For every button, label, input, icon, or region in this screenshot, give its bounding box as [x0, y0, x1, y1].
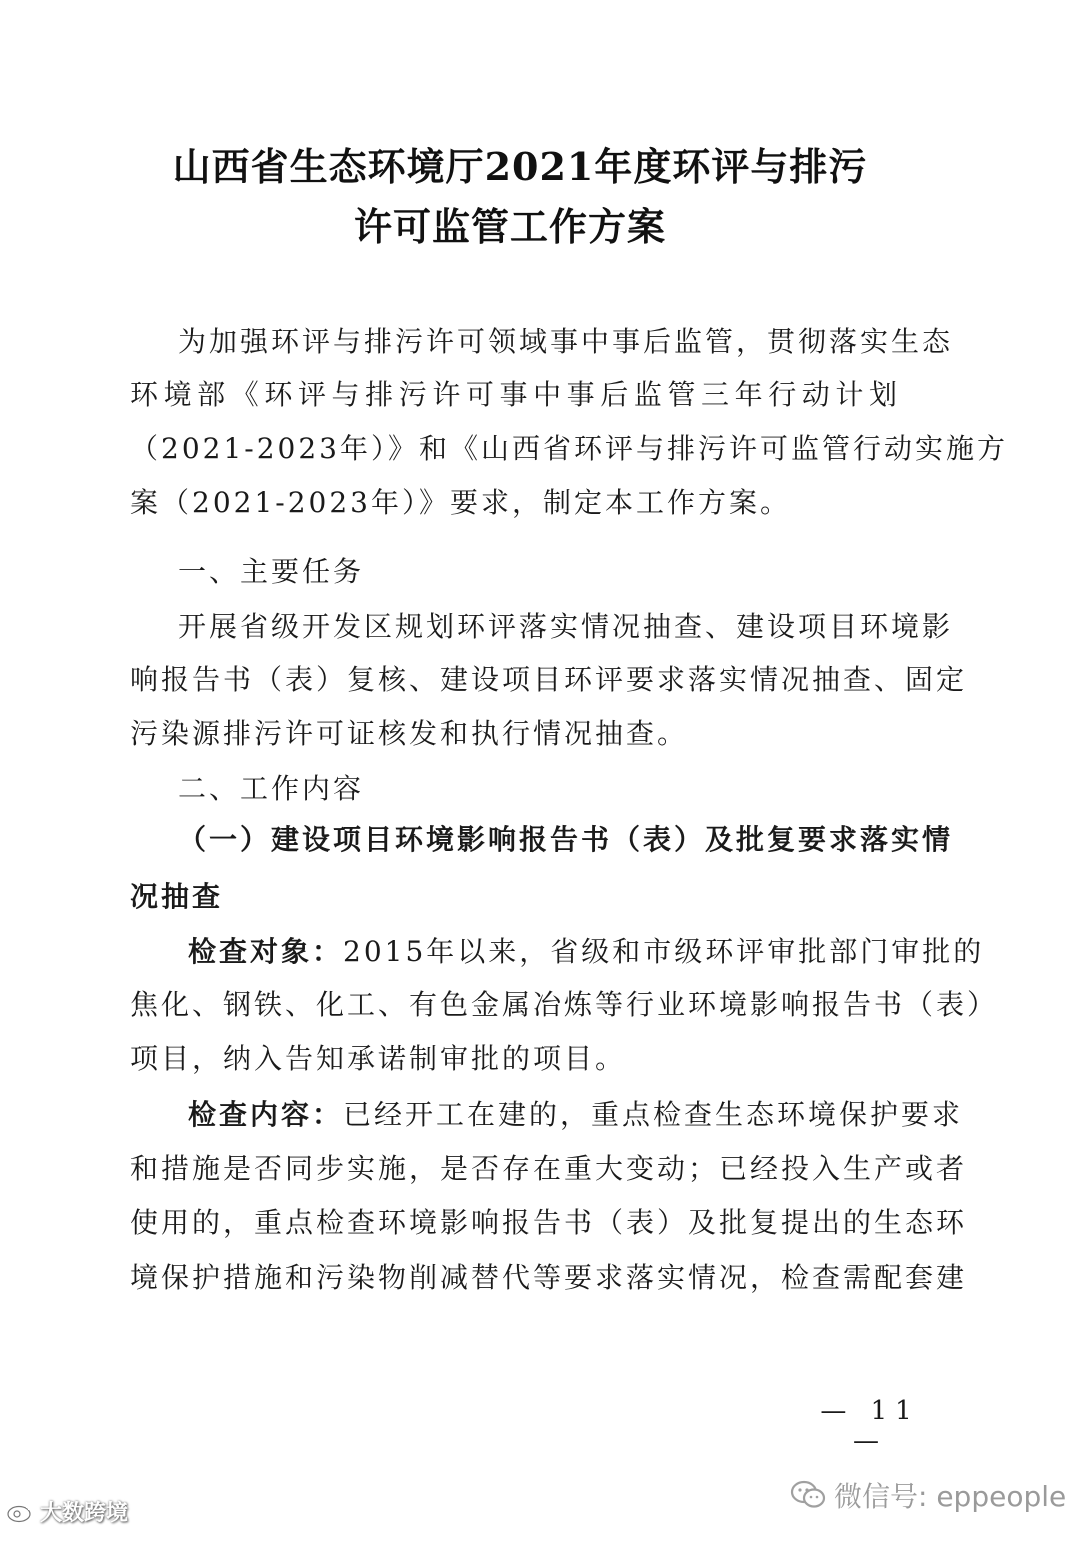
- section-2-heading: 二、工作内容: [178, 772, 365, 805]
- wechat-watermark: [790, 1476, 1066, 1514]
- check-object-line-1: [188, 930, 984, 970]
- check-content-text: 已经开工在建的，重点检查生态环境保护要求: [343, 1098, 964, 1131]
- wechat-watermark-text: 微信号: eppeople: [834, 1480, 1067, 1513]
- document-title-line-1: 山西省生态环境厅2021年度环评与排污: [172, 144, 868, 189]
- section-1-line-2: 响报告书（表）复核、建设项目环评要求落实情况抽查、固定: [130, 663, 968, 696]
- check-object-line-3: 项目，纳入告知承诺制审批的项目。: [130, 1042, 627, 1075]
- subsection-1-heading-line-2: 况抽查: [130, 880, 224, 913]
- check-object-line-2: 焦化、钢铁、化工、有色金属冶炼等行业环境影响报告书（表）: [130, 988, 999, 1021]
- page-number: — 11 —: [820, 1396, 920, 1456]
- check-content-line-4: 境保护措施和污染物削减替代等要求落实情况，检查需配套建: [130, 1261, 968, 1294]
- check-content-label: 检查内容：: [188, 1098, 344, 1131]
- section-1-heading: 一、主要任务: [178, 555, 365, 588]
- intro-line-2: 环境部《环评与排污许可事中事后监管三年行动计划: [130, 378, 900, 411]
- weibo-watermark-text: 大数跨境: [40, 1500, 129, 1526]
- check-content-line-2: 和措施是否同步实施，是否存在重大变动；已经投入生产或者: [130, 1152, 968, 1185]
- check-object-text: 2015年以来，省级和市级环评审批部门审批的: [343, 935, 985, 968]
- document-title-line-2: 许可监管工作方案: [353, 204, 666, 249]
- intro-line-1: 为加强环评与排污许可领域事中事后监管，贯彻落实生态: [178, 325, 954, 358]
- weibo-watermark: [6, 1496, 128, 1526]
- intro-line-4: 案（2021-2023年）》要求，制定本工作方案。: [130, 486, 791, 519]
- check-content-line-1: [188, 1093, 963, 1133]
- section-1-line-3: 污染源排污许可证核发和执行情况抽查。: [130, 717, 689, 750]
- check-content-line-3: 使用的，重点检查环境影响报告书（表）及批复提出的生态环: [130, 1206, 968, 1239]
- check-object-label: 检查对象：: [188, 935, 344, 968]
- section-1-line-1: 开展省级开发区规划环评落实情况抽查、建设项目环境影: [178, 610, 954, 643]
- weibo-icon: [6, 1499, 36, 1523]
- wechat-icon: [790, 1479, 826, 1511]
- subsection-1-heading-line-1: （一）建设项目环境影响报告书（表）及批复要求落实情: [178, 823, 954, 856]
- intro-line-3: （2021-2023年）》和《山西省环评与排污许可监管行动实施方: [130, 432, 1008, 465]
